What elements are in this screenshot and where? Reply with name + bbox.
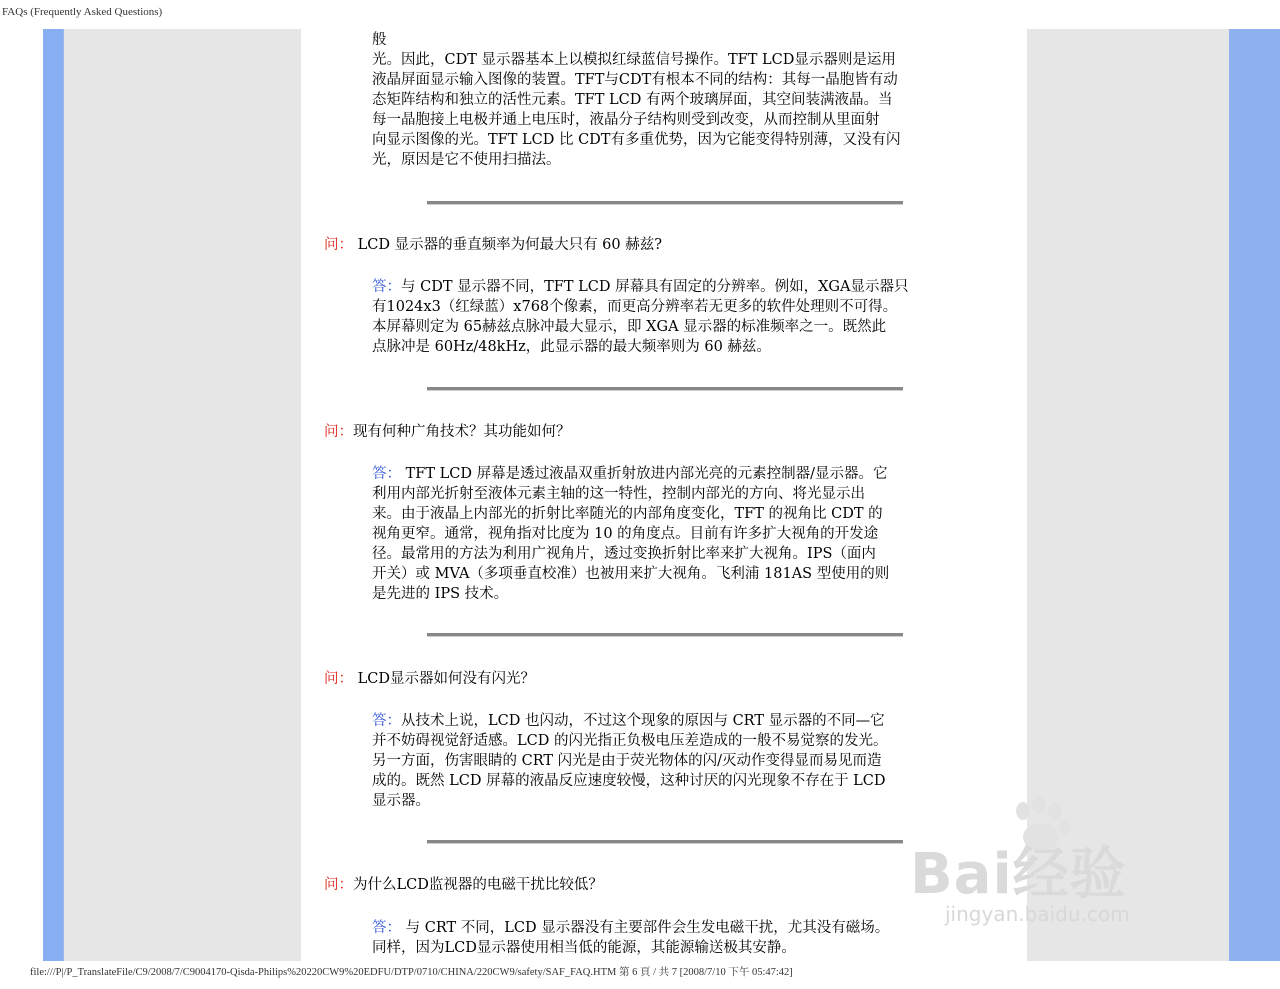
right-blue-sidebar xyxy=(1229,29,1280,961)
question-label: 问： xyxy=(324,237,353,253)
watermark-brand: Bai经验 xyxy=(910,842,1127,907)
baidu-jingyan-watermark xyxy=(905,790,1205,940)
answer-line: 是先进的 IPS 技术。 xyxy=(372,586,509,602)
section-divider xyxy=(427,387,903,391)
answer-label: 答： xyxy=(372,466,401,482)
intro-line: 向显示图像的光。TFT LCD 比 CDT有多重优势，因为它能变得特别薄，又没有闪 xyxy=(372,132,901,148)
answer-label: 答： xyxy=(372,920,401,936)
answer-line: 视角更窄。通常，视角指对比度为 10 的角度点。目前有许多扩大视角的开发途 xyxy=(372,526,879,542)
answer-line: TFT LCD 屏幕是透过液晶双重折射放进内部光亮的元素控制器/显示器。它 xyxy=(401,466,888,482)
faq-answer xyxy=(372,464,962,604)
faq-answer xyxy=(372,277,962,357)
faq-question xyxy=(324,875,603,895)
answer-line: 有1024x3（红绿蓝）x768个像素，而更高分辨率若无更多的软件处理则不可得。 xyxy=(372,299,898,315)
question-text: LCD 显示器的垂直频率为何最大只有 60 赫兹? xyxy=(353,237,663,253)
faq-question xyxy=(324,669,535,689)
answer-line: 另一方面，伤害眼睛的 CRT 闪光是由于荧光物体的闪/灭动作变得显而易见而造 xyxy=(372,753,882,769)
section-divider xyxy=(427,633,903,637)
faq-question xyxy=(324,235,662,255)
intro-line: 光，原因是它不使用扫描法。 xyxy=(372,152,561,168)
question-text: 现有何种广角技术？其功能如何？ xyxy=(353,424,571,440)
answer-line: 来。由于液晶上内部光的折射比率随光的内部角度变化，TFT 的视角比 CDT 的 xyxy=(372,506,883,522)
question-label: 问： xyxy=(324,877,353,893)
answer-line: 并不妨碍视觉舒适感。LCD 的闪光指正负极电压差造成的一般不易觉察的发光。 xyxy=(372,733,888,749)
intro-line: 每一晶胞接上电极并通上电压时，液晶分子结构则受到改变，从而控制从里面射 xyxy=(372,112,880,128)
answer-line: 本屏幕则定为 65赫兹点脉冲最大显示，即 XGA 显示器的标准频率之一。既然此 xyxy=(372,319,887,335)
intro-line: 般 xyxy=(372,32,387,48)
question-label: 问： xyxy=(324,671,353,687)
watermark-url: jingyan.baidu.com xyxy=(945,902,1130,926)
left-gray-sidebar xyxy=(63,29,301,961)
section-divider xyxy=(427,840,903,844)
print-footer-path: file:///P|/P_TranslateFile/C9/2008/7/C9004170-Qisda-Philips%20220CW9%20EDFU/DTP/0710/CHINA/220CW9/safety/SAF_FAQ.HTM 第 6 頁 / 共 7 [2008/7/10 下午 05:47:42] xyxy=(30,967,793,978)
answer-line: 同样，因为LCD显示器使用相当低的能源，其能源输送极其安静。 xyxy=(372,940,796,956)
intro-line: 液晶屏面显示输入图像的装置。TFT与CDT有根本不同的结构：其每一晶胞皆有动 xyxy=(372,72,898,88)
answer-line: 与 CRT 不同，LCD 显示器没有主要部件会生发电磁干扰，尤其没有磁场。 xyxy=(401,920,890,936)
answer-line: 与 CDT 显示器不同，TFT LCD 屏幕具有固定的分辨率。例如，XGA显示器只 xyxy=(401,279,909,295)
intro-paragraph xyxy=(372,30,962,170)
section-divider xyxy=(427,201,903,205)
answer-label: 答： xyxy=(372,713,401,729)
question-text: 为什么LCD监视器的电磁干扰比较低？ xyxy=(353,877,603,893)
question-label: 问： xyxy=(324,424,353,440)
question-text: LCD显示器如何没有闪光？ xyxy=(353,671,535,687)
answer-line: 从技术上说，LCD 也闪动，不过这个现象的原因与 CRT 显示器的不同—它 xyxy=(401,713,885,729)
answer-line: 径。最常用的方法为利用广视角片，透过变换折射比率来扩大视角。IPS（面内 xyxy=(372,546,876,562)
answer-line: 点脉冲是 60Hz/48kHz，此显示器的最大频率则为 60 赫兹。 xyxy=(372,339,771,355)
intro-line: 态矩阵结构和独立的活性元素。TFT LCD 有两个玻璃屏面，其空间装满液晶。当 xyxy=(372,92,893,108)
faq-answer xyxy=(372,918,962,958)
print-header-title: FAQs (Frequently Asked Questions) xyxy=(2,6,163,18)
intro-line: 光。因此，CDT 显示器基本上以模拟红绿蓝信号操作。TFT LCD显示器则是运用 xyxy=(372,52,896,68)
left-blue-sidebar xyxy=(43,29,63,961)
answer-line: 显示器。 xyxy=(372,793,430,809)
answer-label: 答： xyxy=(372,279,401,295)
faq-answer xyxy=(372,711,962,811)
faq-question xyxy=(324,422,571,442)
answer-line: 利用内部光折射至液体元素主轴的这一特性，控制内部光的方向、将光显示出 xyxy=(372,486,865,502)
answer-line: 开关）或 MVA（多项垂直校准）也被用来扩大视角。飞利浦 181AS 型使用的则 xyxy=(372,566,890,582)
answer-line: 成的。既然 LCD 屏幕的液晶反应速度较慢，这种讨厌的闪光现象不存在于 LCD xyxy=(372,773,886,789)
